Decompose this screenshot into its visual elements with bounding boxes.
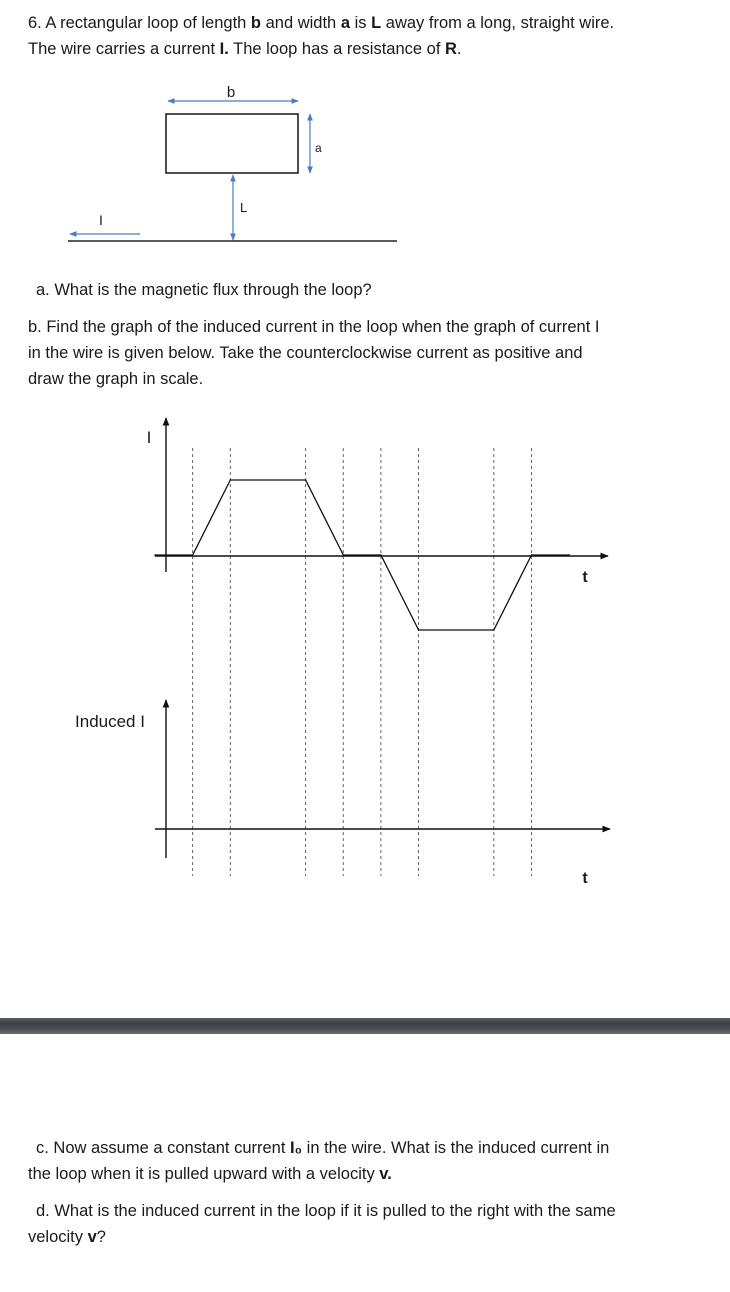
part-b-line-1: b. Find the graph of the induced current in the loop when the graph of current I	[28, 318, 600, 336]
page-divider	[0, 1018, 730, 1034]
part-d-text-3: ?	[96, 1228, 106, 1246]
data-point-2	[230, 479, 232, 481]
part-d-bold-v: v	[87, 1228, 97, 1246]
label-b: b	[226, 84, 236, 101]
data-point-3	[305, 479, 307, 481]
dashed-time-gridlines	[193, 448, 532, 876]
part-c-text-3: the loop when it is pulled upward with a velocity	[28, 1165, 380, 1183]
label-L: L	[240, 200, 248, 215]
part-d	[28, 1198, 718, 1250]
intro-text-7: .	[456, 40, 462, 58]
data-point-8	[531, 554, 533, 556]
intro-bold-I: I.	[219, 40, 229, 58]
part-c-bold-I0: I₀	[290, 1139, 303, 1157]
intro-text-5: The wire carries a current	[28, 40, 220, 58]
bottom-graph-x-label: t	[582, 870, 588, 887]
intro-bold-a: a	[340, 14, 351, 32]
intro-bold-R: R	[445, 40, 457, 58]
intro-text-6: The loop has a resistance of	[228, 40, 445, 58]
graph-axes	[155, 418, 610, 858]
part-c	[28, 1135, 718, 1187]
intro-text-2: and width	[261, 14, 341, 32]
intro-bold-b: b	[250, 14, 262, 32]
label-a: a	[315, 141, 322, 155]
data-point-9	[568, 554, 570, 556]
data-point-4	[342, 554, 344, 556]
part-a: a. What is the magnetic flux through the loop?	[36, 281, 372, 299]
bottom-graph-y-label: Induced I	[75, 712, 145, 731]
part-b-line-3: draw the graph in scale.	[28, 370, 204, 388]
data-point-1	[192, 554, 194, 556]
intro-bold-L: L	[371, 14, 382, 32]
wire-current-series-line	[155, 480, 569, 630]
intro-text-1: 6. A rectangular loop of length	[28, 14, 251, 32]
data-point-6	[418, 629, 420, 631]
part-d-text-2: velocity	[28, 1228, 88, 1246]
intro-text-4: away from a long, straight wire.	[381, 14, 615, 32]
part-b-line-2: in the wire is given below. Take the counterclockwise current as positive and	[28, 344, 583, 362]
part-d-text-1: d. What is the induced current in the loop if it is pulled to the right with the same	[36, 1202, 616, 1220]
label-I: I	[99, 212, 103, 228]
top-graph-y-label: I	[146, 428, 152, 447]
part-c-text-2: in the wire. What is the induced current in	[302, 1139, 610, 1157]
part-c-text-1: c. Now assume a constant current	[36, 1139, 291, 1157]
data-point-5	[380, 554, 382, 556]
top-graph-x-label: t	[582, 569, 588, 586]
data-point-7	[493, 629, 495, 631]
part-c-bold-v: v.	[379, 1165, 392, 1183]
intro-text-3: is	[350, 14, 372, 32]
data-point-0	[154, 554, 156, 556]
